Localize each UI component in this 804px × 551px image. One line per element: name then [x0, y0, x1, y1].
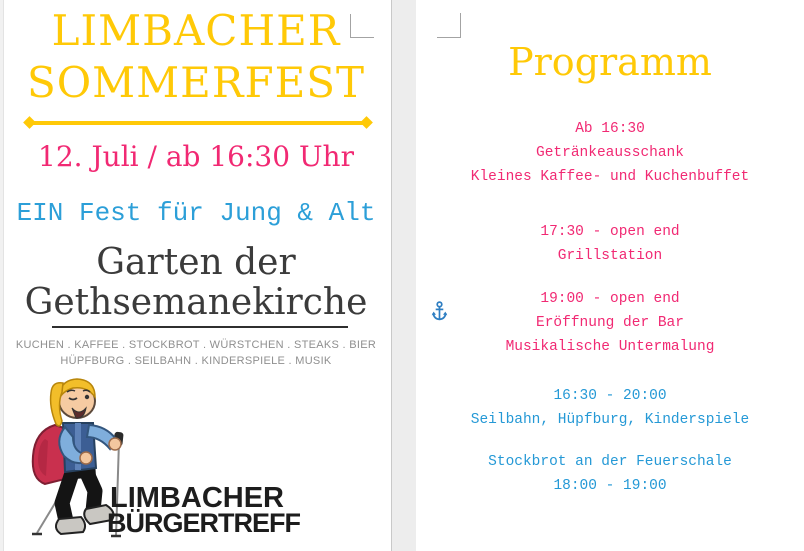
program-title[interactable]: Programm — [508, 40, 712, 84]
program-line[interactable]: Stockbrot an der Feuerschale — [488, 454, 732, 470]
program-block-2[interactable] — [460, 220, 760, 268]
program-line[interactable]: Getränkeausschank — [536, 145, 684, 161]
program-block-3[interactable] — [460, 287, 760, 359]
program-block-5[interactable] — [460, 450, 760, 498]
poster-location-line1[interactable]: Garten der — [96, 242, 296, 283]
poster-location-line2[interactable]: Gethsemanekirche — [24, 282, 368, 323]
program-line[interactable]: Musikalische Untermalung — [505, 339, 715, 355]
program-line[interactable]: 16:30 - 20:00 — [553, 388, 667, 404]
program-line[interactable]: 18:00 - 19:00 — [553, 478, 667, 494]
program-line[interactable]: Kleines Kaffee- und Kuchenbuffet — [470, 169, 750, 185]
poster-date-line[interactable]: 12. Juli / ab 16:30 Uhr — [38, 140, 354, 173]
margin-crop-mark-page2 — [437, 13, 461, 38]
diamond-right-icon — [360, 116, 373, 129]
location-underline — [52, 326, 348, 328]
diamond-divider-line — [28, 121, 368, 125]
diamond-left-icon — [23, 116, 36, 129]
program-line[interactable]: Eröffnung der Bar — [536, 315, 684, 331]
poster-title-line1[interactable]: LIMBACHER — [51, 6, 341, 55]
program-block-4[interactable] — [460, 384, 760, 432]
poster-title-line2[interactable]: SOMMERFEST — [26, 58, 366, 107]
poster-offers-line2[interactable]: HÜPFBURG . SEILBAHN . KINDERSPIELE . MUSIK — [60, 355, 332, 367]
program-line[interactable]: Grillstation — [557, 248, 663, 264]
page-left-edge — [0, 0, 4, 551]
program-page[interactable] — [416, 0, 804, 551]
program-line[interactable]: Ab 16:30 — [575, 121, 645, 137]
program-line[interactable]: 19:00 - open end — [540, 291, 680, 307]
page-gap — [391, 0, 418, 551]
poster-subtitle[interactable]: EIN Fest für Jung & Alt — [16, 198, 376, 228]
program-block-1[interactable] — [460, 117, 760, 189]
program-line[interactable]: 17:30 - open end — [540, 224, 680, 240]
poster-offers-line1[interactable]: KUCHEN . KAFFEE . STOCKBROT . WÜRSTCHEN . STEAKS . BIER — [15, 339, 377, 351]
poster-page[interactable] — [0, 0, 392, 551]
margin-crop-mark-page1 — [350, 14, 374, 38]
program-line[interactable]: Seilbahn, Hüpfburg, Kinderspiele — [470, 412, 750, 428]
anchor-icon[interactable] — [431, 301, 448, 323]
logo-text-line2[interactable]: BÜRGERTREFF — [107, 508, 300, 538]
logo-text-line1[interactable]: LIMBACHER — [110, 482, 284, 514]
